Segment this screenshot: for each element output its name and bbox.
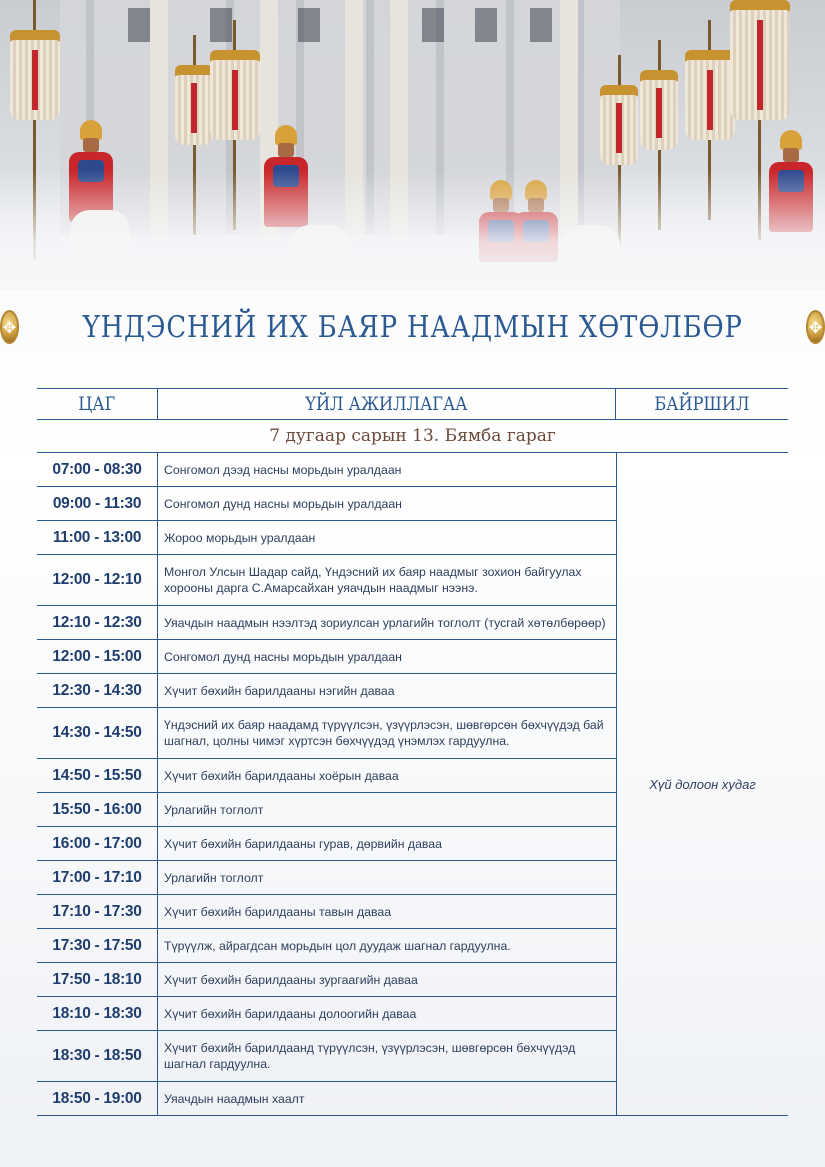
time-cell: 18:50 - 19:00: [52, 1089, 142, 1107]
table-row: [37, 827, 616, 861]
activity-cell: Уяачдын наадмын хаалт: [157, 1082, 616, 1115]
time-cell: 16:00 - 17:00: [52, 834, 142, 852]
activity-cell: Монгол Улсын Шадар сайд, Үндэсний их баяр наадмыг зохион байгуулах хорооны дарга С.Амарсайхан уяачдын наадмыг нээнэ.: [157, 555, 616, 605]
activity-cell: Уяачдын наадмын нээлтэд зориулсан урлагийн тоглолт (тусгай хөтөлбөрөөр): [157, 606, 616, 639]
table-row: [37, 759, 616, 793]
table-row: [37, 708, 616, 759]
time-cell: 12:00 - 12:10: [52, 571, 142, 588]
day-heading: 7 дугаар сарын 13. Бямба гараг: [37, 420, 788, 453]
activity-cell: Үндэсний их баяр наадамд түрүүлсэн, үзүүрлэсэн, шөвгөрсөн бөхчүүдэд бай шагнал, цолны чимэг хүртсэн бөхчүүдэд үнэмлэх гардуулна.: [157, 708, 616, 758]
time-cell: 12:30 - 14:30: [52, 681, 142, 699]
table-row: [37, 793, 616, 827]
table-row: [37, 487, 616, 521]
time-cell: 14:50 - 15:50: [52, 766, 142, 784]
table-row: [37, 1031, 616, 1082]
table-header: [37, 389, 788, 420]
activity-cell: Сонгомол дунд насны морьдын уралдаан: [157, 640, 616, 673]
time-cell: 11:00 - 13:00: [52, 528, 142, 546]
schedule-table: [37, 388, 788, 1116]
time-cell: 14:30 - 14:50: [52, 724, 142, 741]
soyombo-medal-icon: ✥: [0, 310, 19, 344]
time-cell: 09:00 - 11:30: [52, 494, 142, 512]
activity-cell: Хүчит бөхийн барилдаанд түрүүлсэн, үзүүрлэсэн, шөвгөрсөн бөхчүүдэд шагнал гардуулна.: [157, 1031, 616, 1081]
table-row: [37, 521, 616, 555]
time-cell: 17:00 - 17:10: [52, 868, 142, 886]
schedule-rows: [37, 453, 616, 1115]
activity-cell: Сонгомол дунд насны морьдын уралдаан: [157, 487, 616, 520]
activity-cell: Жороо морьдын уралдаан: [157, 521, 616, 554]
table-row: [37, 997, 616, 1031]
header-location: БАЙРШИЛ: [654, 393, 750, 415]
table-row: [37, 929, 616, 963]
activity-cell: Урлагийн тоглолт: [157, 793, 616, 826]
table-body: [37, 453, 788, 1116]
time-cell: 12:00 - 15:00: [52, 647, 142, 665]
location-cell: Хүй долоон худаг: [616, 453, 788, 1115]
time-cell: 15:50 - 16:00: [52, 800, 142, 818]
table-row: [37, 640, 616, 674]
activity-cell: Хүчит бөхийн барилдааны нэгийн даваа: [157, 674, 616, 707]
table-row: [37, 963, 616, 997]
activity-cell: Түрүүлж, айрагдсан морьдын цол дуудаж шагнал гардуулна.: [157, 929, 616, 962]
activity-cell: Сонгомол дээд насны морьдын уралдаан: [157, 453, 616, 486]
time-cell: 18:30 - 18:50: [52, 1047, 142, 1064]
time-cell: 17:50 - 18:10: [52, 970, 142, 988]
time-cell: 17:10 - 17:30: [52, 902, 142, 920]
time-cell: 07:00 - 08:30: [52, 460, 142, 478]
table-row: [37, 861, 616, 895]
table-row: [37, 606, 616, 640]
soyombo-medal-icon: ✥: [806, 310, 825, 344]
activity-cell: Хүчит бөхийн барилдааны хоёрын даваа: [157, 759, 616, 792]
header-time: ЦАГ: [78, 393, 116, 415]
activity-cell: Хүчит бөхийн барилдааны зургаагийн даваа: [157, 963, 616, 996]
activity-cell: Урлагийн тоглолт: [157, 861, 616, 894]
table-row: [37, 895, 616, 929]
activity-cell: Хүчит бөхийн барилдааны гурав, дөрвийн даваа: [157, 827, 616, 860]
header-photo: [0, 0, 825, 290]
time-cell: 18:10 - 18:30: [52, 1004, 142, 1022]
table-row: [37, 555, 616, 606]
header-activity: ҮЙЛ АЖИЛЛАГАА: [305, 393, 468, 415]
activity-cell: Хүчит бөхийн барилдааны тавын даваа: [157, 895, 616, 928]
time-cell: 17:30 - 17:50: [52, 936, 142, 954]
activity-cell: Хүчит бөхийн барилдааны долоогийн даваа: [157, 997, 616, 1030]
table-row: [37, 1082, 616, 1115]
page-title: ҮНДЭСНИЙ ИХ БАЯР НААДМЫН ХӨТӨЛБӨР: [82, 309, 743, 345]
table-row: [37, 453, 616, 487]
page-title-row: [0, 302, 825, 352]
table-row: [37, 674, 616, 708]
time-cell: 12:10 - 12:30: [52, 613, 142, 631]
